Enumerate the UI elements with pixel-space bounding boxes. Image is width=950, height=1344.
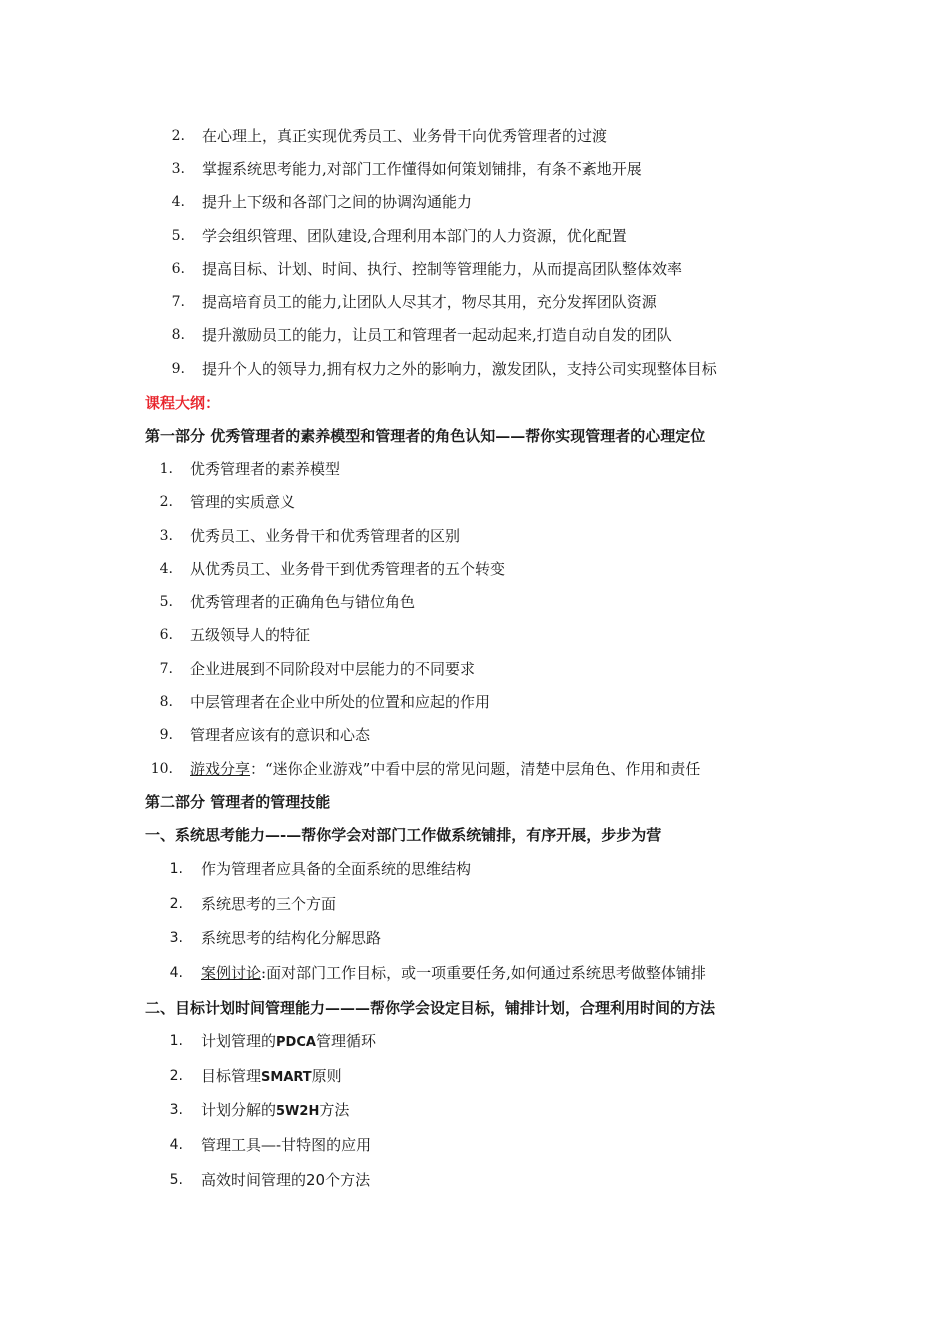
goal-text: 提高培育员工的能力,让团队人尽其才，物尽其用，充分发挥团队资源 — [202, 293, 657, 311]
section1-item-text: 系统思考的结构化分解思路 — [201, 929, 382, 947]
goal-item — [0, 121, 950, 151]
section2-item — [0, 1130, 950, 1160]
section2-item-number: 5. — [169, 1172, 183, 1188]
part1-item-number: 3. — [159, 528, 173, 544]
item-text-post: 方法 — [319, 1101, 350, 1119]
section2-item — [0, 1026, 950, 1056]
part1-item — [0, 620, 950, 650]
goal-number: 3. — [171, 161, 185, 177]
part1-item-number: 5. — [159, 594, 173, 610]
section2-item — [0, 1061, 950, 1091]
section2-item-text — [201, 1026, 376, 1058]
goal-item — [0, 354, 950, 384]
section1-item — [0, 923, 950, 953]
section2-item-number: 2. — [169, 1068, 183, 1084]
item-text-post: 个方法 — [325, 1171, 371, 1189]
item-text-post: 原则 — [311, 1067, 342, 1085]
part1-item-text: 企业进展到不同阶段对中层能力的不同要求 — [190, 660, 476, 678]
part1-item-text — [190, 754, 700, 784]
section2-item-text — [201, 1165, 370, 1195]
item-text-term: 5W2H — [276, 1104, 320, 1119]
part1-item-game — [0, 754, 950, 784]
section2-item-number: 4. — [169, 1137, 183, 1153]
goal-number: 6. — [171, 261, 185, 277]
part1-item — [0, 587, 950, 617]
goal-text: 提高目标、计划、时间、执行、控制等管理能力，从而提高团队整体效率 — [202, 260, 683, 278]
goal-number: 8. — [171, 327, 185, 343]
item-text-pre: 计划管理的 — [201, 1032, 277, 1050]
part1-item-text: 管理者应该有的意识和心态 — [190, 726, 371, 744]
goal-item — [0, 254, 950, 284]
goal-text: 在心理上，真正实现优秀员工、业务骨干向优秀管理者的过渡 — [202, 127, 608, 145]
part1-item — [0, 454, 950, 484]
part1-item-number: 6. — [159, 627, 173, 643]
case-discussion-label: 案例讨论 — [201, 964, 262, 982]
goal-text: 提升激励员工的能力，让员工和管理者一起动起来,打造自动自发的团队 — [202, 326, 672, 344]
part1-item-number: 8. — [159, 694, 173, 710]
game-share-text: ：“迷你企业游戏”中看中层的常见问题，清楚中层角色、作用和责任 — [250, 760, 701, 778]
item-text-term: PDCA — [276, 1035, 316, 1050]
item-text-term: 20 — [306, 1171, 326, 1189]
section1-item-text: 系统思考的三个方面 — [201, 895, 337, 913]
item-text-post: 管理循环 — [315, 1032, 376, 1050]
part1-item-text: 优秀管理者的正确角色与错位角色 — [190, 593, 416, 611]
part1-item — [0, 487, 950, 517]
section2-item-text — [201, 1130, 371, 1162]
section1-item-case — [0, 958, 950, 988]
goal-item — [0, 287, 950, 317]
goal-text: 学会组织管理、团队建设,合理利用本部门的人力资源，优化配置 — [202, 227, 627, 245]
section1-item-text — [201, 958, 706, 988]
goal-number: 4. — [171, 194, 185, 210]
part1-item-number: 4. — [159, 561, 173, 577]
part1-title: 第一部分 优秀管理者的素养模型和管理者的角色认知——帮你实现管理者的心理定位 — [145, 427, 706, 445]
section2-title: 二、目标计划时间管理能力———帮你学会设定目标，铺排计划，合理利用时间的方法 — [145, 999, 716, 1017]
part1-item-number: 10. — [150, 761, 173, 777]
goal-text: 提升个人的领导力,拥有权力之外的影响力，激发团队，支持公司实现整体目标 — [202, 360, 717, 378]
item-text-pre: 管理工具—-甘特图的应用 — [201, 1136, 372, 1154]
goal-item — [0, 187, 950, 217]
section1-item-text: 作为管理者应具备的全面系统的思维结构 — [201, 860, 472, 878]
item-text-term: SMART — [261, 1070, 312, 1085]
part1-item — [0, 687, 950, 717]
section1-item-number: 1. — [169, 861, 183, 877]
section2-item-number: 1. — [169, 1033, 183, 1049]
section2-item — [0, 1165, 950, 1195]
game-share-label: 游戏分享 — [190, 760, 251, 778]
item-text-pre: 目标管理 — [201, 1067, 262, 1085]
section1-item — [0, 889, 950, 919]
part1-item-number: 2. — [159, 494, 173, 510]
part1-item-text: 从优秀员工、业务骨干到优秀管理者的五个转变 — [190, 560, 506, 578]
goal-text: 掌握系统思考能力,对部门工作懂得如何策划铺排，有条不紊地开展 — [202, 160, 642, 178]
part1-item-number: 9. — [159, 727, 173, 743]
section2-item-number: 3. — [169, 1102, 183, 1118]
goal-item — [0, 221, 950, 251]
part1-item — [0, 521, 950, 551]
outline-label: 课程大纲： — [145, 394, 221, 412]
part1-item — [0, 720, 950, 750]
part1-item-text: 中层管理者在企业中所处的位置和应起的作用 — [190, 693, 491, 711]
section1-item-number: 4. — [169, 965, 183, 981]
part1-item — [0, 554, 950, 584]
part1-item-text: 五级领导人的特征 — [190, 626, 311, 644]
item-text-pre: 高效时间管理的 — [201, 1171, 307, 1189]
part1-item-text: 优秀管理者的素养模型 — [190, 460, 341, 478]
part1-item-text: 优秀员工、业务骨干和优秀管理者的区别 — [190, 527, 461, 545]
section2-item-text — [201, 1061, 342, 1093]
part1-item-number: 1. — [159, 461, 173, 477]
goal-number: 2. — [171, 128, 185, 144]
section2-item-text — [201, 1095, 349, 1127]
case-discussion-text: :面对部门工作目标，或一项重要任务,如何通过系统思考做整体铺排 — [261, 964, 706, 982]
goal-item — [0, 320, 950, 350]
item-text-pre: 计划分解的 — [201, 1101, 277, 1119]
goal-number: 7. — [171, 294, 185, 310]
goal-text: 提升上下级和各部门之间的协调沟通能力 — [202, 193, 473, 211]
section2-item — [0, 1095, 950, 1125]
goal-number: 9. — [171, 361, 185, 377]
goal-number: 5. — [171, 228, 185, 244]
section1-item-number: 3. — [169, 930, 183, 946]
part2-title: 第二部分 管理者的管理技能 — [145, 793, 331, 811]
goal-item — [0, 154, 950, 184]
section1-title: 一、系统思考能力—-—帮你学会对部门工作做系统铺排，有序开展，步步为营 — [145, 826, 662, 844]
section1-item — [0, 854, 950, 884]
part1-item-number: 7. — [159, 661, 173, 677]
section1-item-number: 2. — [169, 896, 183, 912]
part1-item — [0, 654, 950, 684]
part1-item-text: 管理的实质意义 — [190, 493, 296, 511]
